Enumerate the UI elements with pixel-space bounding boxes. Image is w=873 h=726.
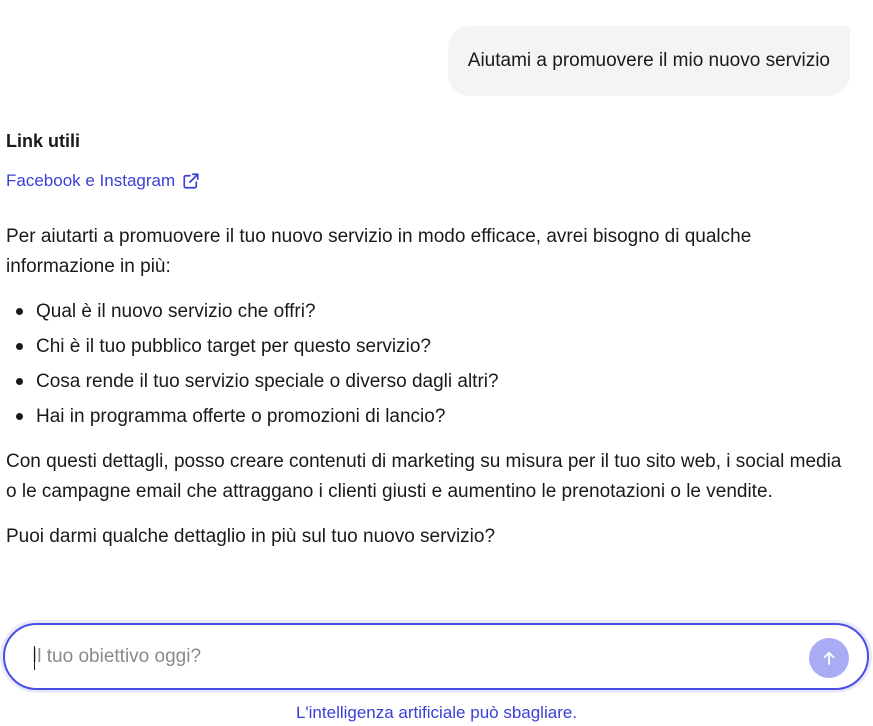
assistant-intro-text: Per aiutarti a promuovere il tuo nuovo servizio in modo efficace, avrei bisogno di qualche informazione in più: xyxy=(6,226,752,277)
user-message-text: Aiutami a promuovere il mio nuovo servizio xyxy=(467,50,830,71)
questions-list xyxy=(6,294,856,434)
list-item xyxy=(6,294,856,329)
bullet-dot-icon xyxy=(16,308,23,315)
send-button[interactable] xyxy=(809,638,849,678)
message-composer xyxy=(3,623,869,690)
list-item xyxy=(6,329,856,364)
ai-disclaimer: L'intelligenza artificiale può sbagliare. xyxy=(295,703,578,722)
list-item xyxy=(6,399,856,434)
external-link-icon xyxy=(182,172,200,190)
list-item xyxy=(6,364,856,399)
useful-links-list xyxy=(6,168,856,194)
question-text: Chi è il tuo pubblico target per questo servizio? xyxy=(36,336,432,357)
user-message-bubble xyxy=(448,26,850,96)
question-text: Cosa rende il tuo servizio speciale o diverso dagli altri? xyxy=(36,371,499,392)
assistant-closing-question: Puoi darmi qualche dettaglio in più sul tuo nuovo servizio? xyxy=(6,526,496,547)
assistant-message xyxy=(6,128,856,552)
text-caret xyxy=(34,646,35,670)
bullet-dot-icon xyxy=(16,343,23,350)
useful-links-title: Link utili xyxy=(6,131,80,151)
question-text: Qual è il nuovo servizio che offri? xyxy=(36,301,316,322)
question-text: Hai in programma offerte o promozioni di lancio? xyxy=(36,406,446,427)
bullet-dot-icon xyxy=(16,413,23,420)
bullet-dot-icon xyxy=(16,378,23,385)
goal-input[interactable] xyxy=(32,637,792,677)
assistant-followup-text: Con questi dettagli, posso creare contenuti di marketing su misura per il tuo sito web, i social media o le campagne email che attraggano i clienti giusti e aumentino le prenotazioni o le vendite. xyxy=(6,451,842,502)
link-label: Facebook e Instagram xyxy=(6,171,176,190)
facebook-instagram-link[interactable] xyxy=(6,171,200,191)
arrow-up-icon xyxy=(820,649,838,667)
